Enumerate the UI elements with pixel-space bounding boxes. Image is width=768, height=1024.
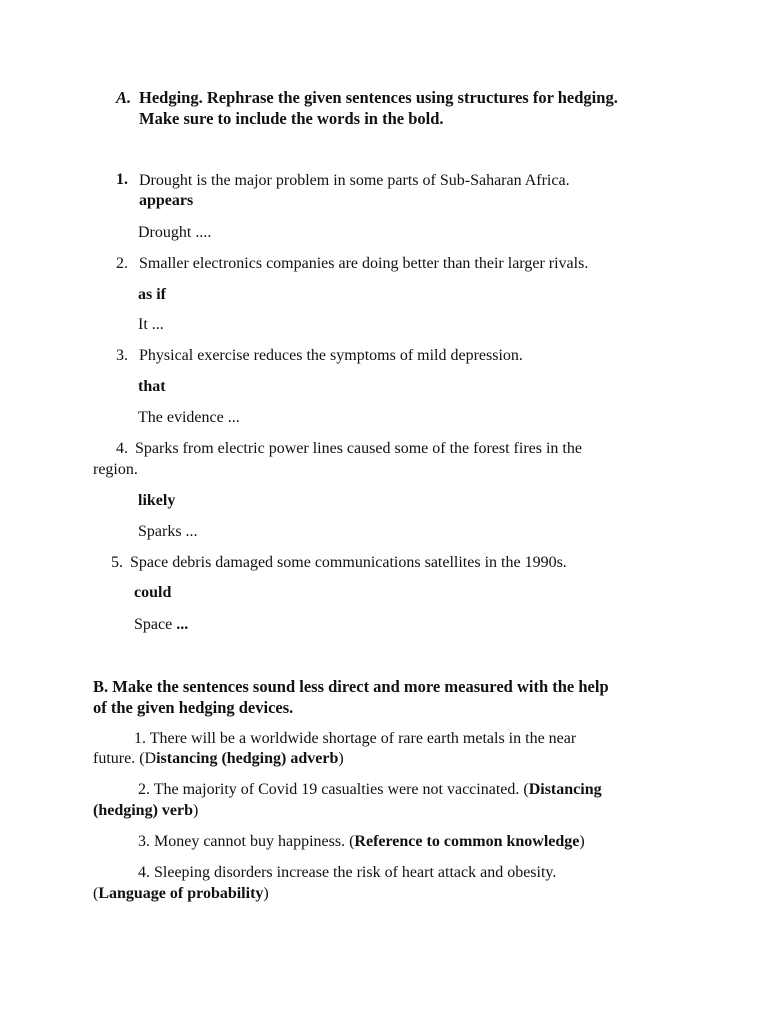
item-b2-text: 2. The majority of Covid 19 casualties were not vaccinated. ( xyxy=(138,781,529,798)
item-b3-line xyxy=(138,832,585,852)
item-a1-sentence: Drought is the major problem in some parts of Sub-Saharan Africa. xyxy=(139,172,570,189)
item-b4-close: ) xyxy=(263,885,269,902)
item-a4-prompt: Sparks ... xyxy=(138,523,198,540)
item-a1-keyword: appears xyxy=(139,192,194,209)
item-a5-prompt-ellipsis: ... xyxy=(176,616,189,633)
item-a1-prompt: Drought .... xyxy=(138,224,212,241)
item-a1-number: 1. xyxy=(116,171,128,188)
item-b2-device-line2: (hedging) verb xyxy=(93,802,193,819)
section-b-heading-line1: B. Make the sentences sound less direct and more measured with the help xyxy=(93,677,609,696)
item-b4-open: ( xyxy=(93,885,99,902)
item-a5-prompt-text: Space xyxy=(134,616,173,633)
item-a3-number: 3. xyxy=(116,347,128,364)
section-a-letter: A. xyxy=(116,88,132,107)
item-a5-number: 5. xyxy=(111,554,123,571)
item-b3-device: Reference to common knowledge xyxy=(354,833,580,850)
item-b3-close: ) xyxy=(579,833,585,850)
item-b1-device: istancing (hedging) adverb xyxy=(156,750,339,767)
item-a3-prompt: The evidence ... xyxy=(138,409,240,426)
item-b3-text: 3. Money cannot buy happiness. ( xyxy=(138,833,355,850)
item-a4-keyword: likely xyxy=(138,492,176,509)
item-a2-keyword: as if xyxy=(138,286,166,303)
section-a-heading-line2: Make sure to include the words in the bold. xyxy=(139,109,444,128)
item-a3-sentence: Physical exercise reduces the symptoms of mild depression. xyxy=(139,347,523,364)
item-a2-sentence: Smaller electronics companies are doing better than their larger rivals. xyxy=(139,255,589,272)
item-b2-close: ) xyxy=(193,802,199,819)
section-a-heading-line1: Hedging. Rephrase the given sentences using structures for hedging. xyxy=(139,88,618,107)
section-b-heading-line2: of the given hedging devices. xyxy=(93,698,294,717)
item-a4-sentence-line2: region. xyxy=(93,461,138,478)
item-b2-device-line1: Distancing xyxy=(528,781,602,798)
item-b4-line1: 4. Sleeping disorders increase the risk of heart attack and obesity. xyxy=(138,864,557,881)
item-b4-device: Language of probability xyxy=(98,885,264,902)
item-a3-keyword: that xyxy=(138,378,166,395)
item-b1-text: future. (D xyxy=(93,750,157,767)
item-b1-line2 xyxy=(93,749,344,769)
item-a4-sentence-line1: Sparks from electric power lines caused some of the forest fires in the xyxy=(135,440,582,457)
item-b2-line1 xyxy=(138,780,602,800)
item-b1-line1: 1. There will be a worldwide shortage of rare earth metals in the near xyxy=(134,730,577,747)
item-a5-keyword: could xyxy=(134,584,172,601)
item-b1-close: ) xyxy=(338,750,344,767)
item-a5-prompt xyxy=(134,615,188,635)
item-a2-prompt: It ... xyxy=(138,316,164,333)
item-a5-sentence: Space debris damaged some communications satellites in the 1990s. xyxy=(130,554,567,571)
item-a4-number: 4. xyxy=(116,440,128,457)
item-b2-line2 xyxy=(93,801,198,821)
item-a2-number: 2. xyxy=(116,255,128,272)
item-b4-line2 xyxy=(93,884,269,904)
